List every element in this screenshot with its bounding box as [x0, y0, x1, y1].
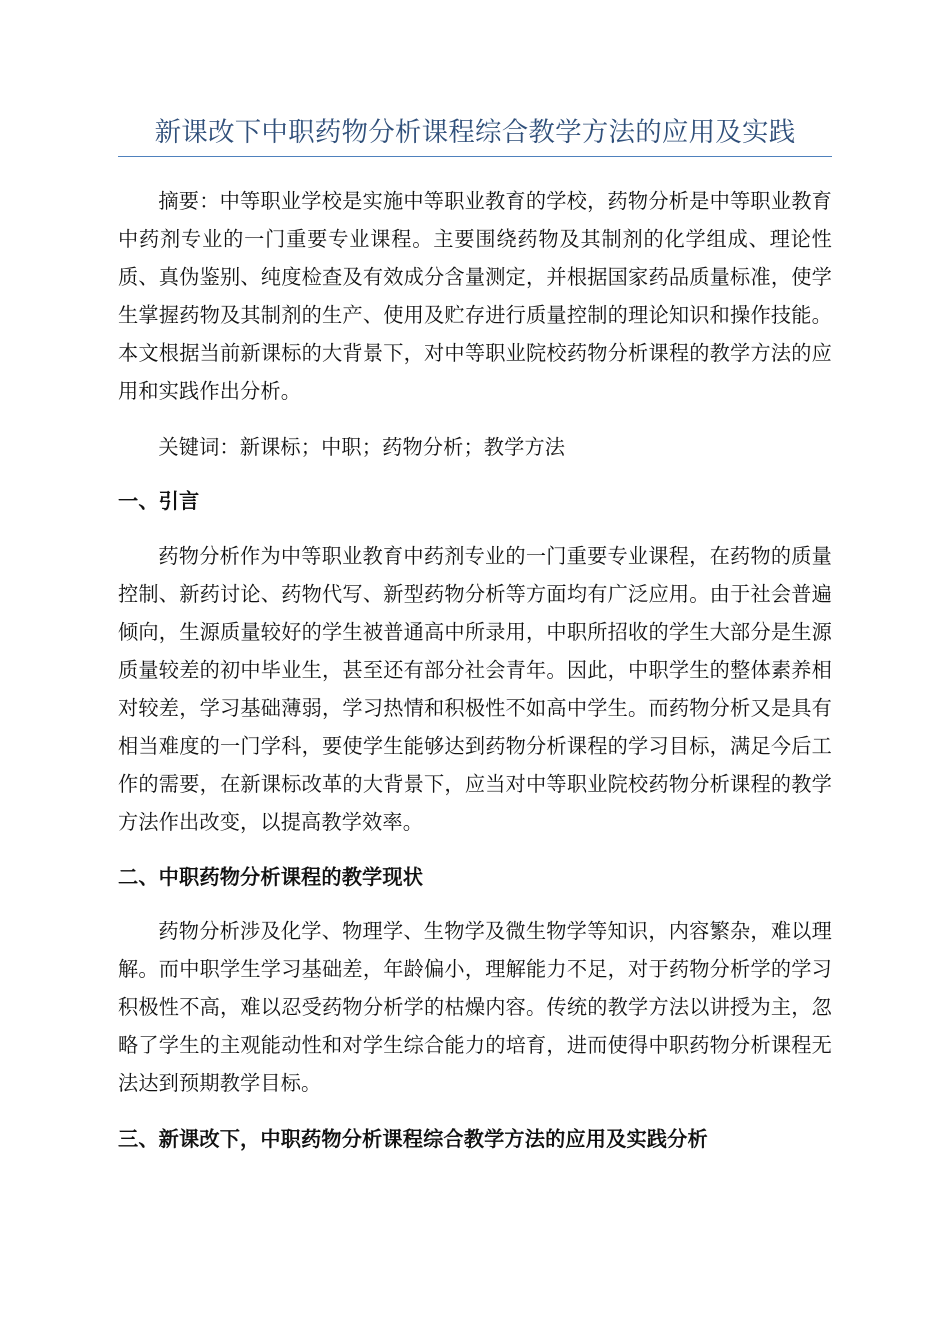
- abstract-paragraph: 摘要：中等职业学校是实施中等职业教育的学校，药物分析是中等职业教育中药剂专业的一门重要专业课程。主要围绕药物及其制剂的化学组成、理论性质、真伪鉴别、纯度检查及有效成分含量测定，并根据国家药品质量标准，使学生掌握药物及其制剂的生产、使用及贮存进行质量控制的理论知识和操作技能。本文根据当前新课标的大背景下，对中等职业院校药物分析课程的教学方法的应用和实践作出分析。: [118, 189, 832, 403]
- section-body-teaching-status: 药物分析涉及化学、物理学、生物学及微生物学等知识，内容繁杂，难以理解。而中职学生学习基础差，年龄偏小，理解能力不足，对于药物分析学的学习积极性不高，难以忍受药物分析学的枯燥内容。传统的教学方法以讲授为主，忽略了学生的主观能动性和对学生综合能力的培育，进而使得中职药物分析课程无法达到预期教学目标。: [118, 919, 832, 1095]
- section-body-introduction: 药物分析作为中等职业教育中药剂专业的一门重要专业课程，在药物的质量控制、新药讨论、药物代写、新型药物分析等方面均有广泛应用。由于社会普遍倾向，生源质量较好的学生被普通高中所录用，中职所招收的学生大部分是生源质量较差的初中毕业生，甚至还有部分社会青年。因此，中职学生的整体素养相对较差，学习基础薄弱，学习热情和积极性不如高中学生。而药物分析又是具有相当难度的一门学科，要使学生能够达到药物分析课程的学习目标，满足今后工作的需要，在新课标改革的大背景下，应当对中等职业院校药物分析课程的教学方法作出改变，以提高教学效率。: [118, 544, 832, 834]
- document-page: [118, 112, 832, 1158]
- keywords-line: 关键词：新课标；中职；药物分析；教学方法: [158, 435, 566, 459]
- section-heading-application-analysis: 三、新课改下，中职药物分析课程综合教学方法的应用及实践分析: [118, 1127, 708, 1151]
- section-heading-introduction: 一、引言: [118, 489, 200, 513]
- section-heading-teaching-status: 二、中职药物分析课程的教学现状: [118, 865, 424, 889]
- document-title: 新课改下中职药物分析课程综合教学方法的应用及实践: [118, 112, 832, 157]
